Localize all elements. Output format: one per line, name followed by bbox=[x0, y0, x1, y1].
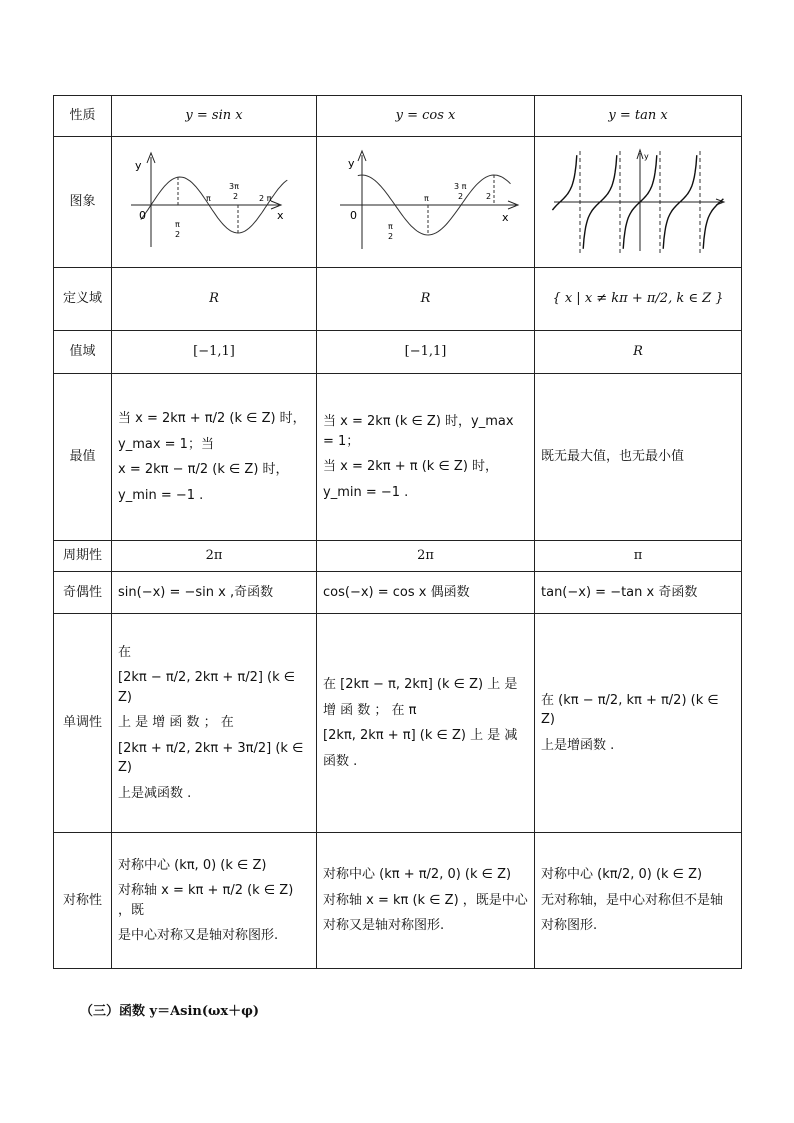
range-sin: [−1,1] bbox=[112, 331, 317, 374]
header-cos: y = cos x bbox=[317, 96, 535, 137]
parity-row bbox=[54, 572, 742, 614]
sin-graph bbox=[119, 147, 309, 257]
cos-graph-cell bbox=[317, 137, 535, 268]
domain-row bbox=[54, 268, 742, 331]
sin-tick-half-pi: π bbox=[175, 220, 180, 229]
range-tan: R bbox=[535, 331, 742, 374]
parity-cos: cos(−x) = cos x 偶函数 bbox=[317, 572, 535, 614]
sin-graph-cell bbox=[112, 137, 317, 268]
header-sin: y = sin x bbox=[112, 96, 317, 137]
cos-tick-pi: π bbox=[423, 194, 429, 203]
extrema-sin-line-3: x = 2kπ − π/2 (k ∈ Z) 时， bbox=[118, 462, 289, 477]
mono-sin-line-3: 上 是 增 函 数 ； 在 bbox=[118, 715, 234, 731]
cos-y-label: y bbox=[347, 157, 355, 170]
monotonicity-tan bbox=[535, 614, 742, 833]
period-label: 周期性 bbox=[54, 541, 112, 572]
extrema-sin-line-1: 当 x = 2kπ + π/2 (k ∈ Z) 时， bbox=[118, 411, 306, 426]
cos-x-axis bbox=[340, 201, 518, 209]
mono-cos-line-4: 函数 . bbox=[323, 753, 358, 769]
domain-tan: { x | x ≠ kπ + π/2, k ∈ Z } bbox=[535, 268, 742, 331]
parity-sin: sin(−x) = −sin x ,奇函数 bbox=[112, 572, 317, 614]
cos-y-axis bbox=[358, 151, 366, 249]
mono-cos-line-3: [2kπ, 2kπ + π] (k ∈ Z) 上 是 减 bbox=[323, 728, 518, 743]
cos-x-label: x bbox=[501, 211, 509, 224]
range-cos: [−1,1] bbox=[317, 331, 535, 374]
sym-cos-line-2: 对称轴 x = kπ (k ∈ Z) ，既是中心 bbox=[323, 892, 528, 908]
mono-tan-line-2: 上是增函数 . bbox=[541, 737, 615, 753]
sym-cos-line-3: 对称又是轴对称图形. bbox=[323, 918, 445, 934]
cos-tick-2pi: 2 bbox=[485, 192, 491, 201]
header-tan: y = tan x bbox=[535, 96, 742, 137]
graph-row bbox=[54, 137, 742, 268]
symmetry-sin bbox=[112, 833, 317, 969]
parity-tan: tan(−x) = −tan x 奇函数 bbox=[535, 572, 742, 614]
mono-sin-line-5: 上是减函数 . bbox=[118, 785, 192, 801]
sin-y-label: y bbox=[135, 159, 142, 172]
domain-sin: R bbox=[112, 268, 317, 331]
range-label: 值域 bbox=[54, 331, 112, 374]
monotonicity-label: 单调性 bbox=[54, 614, 112, 833]
sin-tick-half-pi-den: 2 bbox=[175, 230, 181, 239]
period-row bbox=[54, 541, 742, 572]
sym-tan-line-1: 对称中心 (kπ/2, 0) (k ∈ Z) bbox=[541, 867, 703, 883]
extrema-sin bbox=[112, 374, 317, 541]
mono-sin-line-4: [2kπ + π/2, 2kπ + 3π/2] (k ∈ Z) bbox=[118, 740, 304, 776]
mono-tan-line-1: 在 (kπ − π/2, kπ + π/2) (k ∈ Z) bbox=[541, 692, 719, 728]
header-property: 性质 bbox=[54, 96, 112, 137]
mono-sin-line-1: 在 bbox=[118, 644, 132, 660]
mono-sin-line-2: [2kπ − π/2, 2kπ + π/2] (k ∈ Z) bbox=[118, 670, 296, 705]
sin-origin: 0 bbox=[139, 209, 146, 222]
tan-graph-cell bbox=[535, 137, 742, 268]
symmetry-label: 对称性 bbox=[54, 833, 112, 969]
period-tan: π bbox=[535, 541, 742, 572]
mono-cos-line-1: 在 [2kπ − π, 2kπ] (k ∈ Z) 上 是 bbox=[323, 677, 518, 692]
extrema-cos bbox=[317, 374, 535, 541]
sym-sin-line-3: 是中心对称又是轴对称图形. bbox=[118, 928, 279, 943]
tan-graph bbox=[548, 147, 728, 257]
extrema-cos-line-2: 当 x = 2kπ + π (k ∈ Z) 时， bbox=[323, 459, 499, 474]
sin-tick-3pi: 3π bbox=[229, 182, 239, 191]
trig-properties-table bbox=[53, 95, 742, 969]
header-row bbox=[54, 96, 742, 137]
parity-label: 奇偶性 bbox=[54, 572, 112, 614]
domain-label: 定义域 bbox=[54, 268, 112, 331]
section-heading: （三）函数 y＝Asin(ωx＋φ) bbox=[80, 1004, 260, 1019]
mono-cos-line-2: 增 函 数 ； 在 π bbox=[323, 702, 417, 718]
period-sin: 2π bbox=[112, 541, 317, 572]
cos-tick-half-pi-den: 2 bbox=[387, 232, 393, 241]
cos-tick-3pi: 3 π bbox=[453, 182, 466, 191]
sin-tick-3pi-den: 2 bbox=[233, 192, 239, 201]
sym-sin-line-1: 对称中心 (kπ, 0) (k ∈ Z) bbox=[118, 857, 267, 873]
sym-tan-line-2: 无对称轴，是中心对称但不是轴 bbox=[541, 892, 724, 908]
period-cos: 2π bbox=[317, 541, 535, 572]
monotonicity-row bbox=[54, 614, 742, 833]
sym-tan-line-3: 对称图形. bbox=[541, 918, 598, 934]
symmetry-tan bbox=[535, 833, 742, 969]
symmetry-cos bbox=[317, 833, 535, 969]
cos-origin: 0 bbox=[349, 209, 357, 222]
tan-branch bbox=[703, 199, 723, 249]
sym-sin-line-2: 对称轴 x = kπ + π/2 (k ∈ Z) ，既 bbox=[118, 883, 294, 918]
cos-tick-3pi-den: 2 bbox=[457, 192, 463, 201]
sin-x-label: x bbox=[277, 209, 284, 222]
graph-label: 图象 bbox=[54, 137, 112, 268]
cos-tick-half-pi: π bbox=[387, 222, 393, 231]
extrema-cos-line-3: y_min = −1 . bbox=[323, 484, 409, 500]
sin-tick-pi: π bbox=[206, 194, 211, 203]
sym-cos-line-1: 对称中心 (kπ + π/2, 0) (k ∈ Z) bbox=[323, 867, 512, 883]
extrema-sin-line-4: y_min = −1 . bbox=[118, 487, 204, 503]
sin-tick-2pi: 2 π bbox=[259, 194, 272, 203]
tan-x-axis bbox=[554, 199, 724, 205]
range-row bbox=[54, 331, 742, 374]
monotonicity-cos bbox=[317, 614, 535, 833]
symmetry-row bbox=[54, 833, 742, 969]
cos-graph bbox=[326, 147, 526, 257]
domain-cos: R bbox=[317, 268, 535, 331]
tan-y-label: y bbox=[644, 152, 649, 161]
extrema-label: 最值 bbox=[54, 374, 112, 541]
extrema-tan: 既无最大值，也无最小值 bbox=[535, 374, 742, 541]
monotonicity-sin bbox=[112, 614, 317, 833]
extrema-sin-line-2: y_max = 1；当 bbox=[118, 436, 214, 452]
extrema-cos-line-1: 当 x = 2kπ (k ∈ Z) 时，y_max = 1； bbox=[323, 414, 514, 449]
extrema-row bbox=[54, 374, 742, 541]
